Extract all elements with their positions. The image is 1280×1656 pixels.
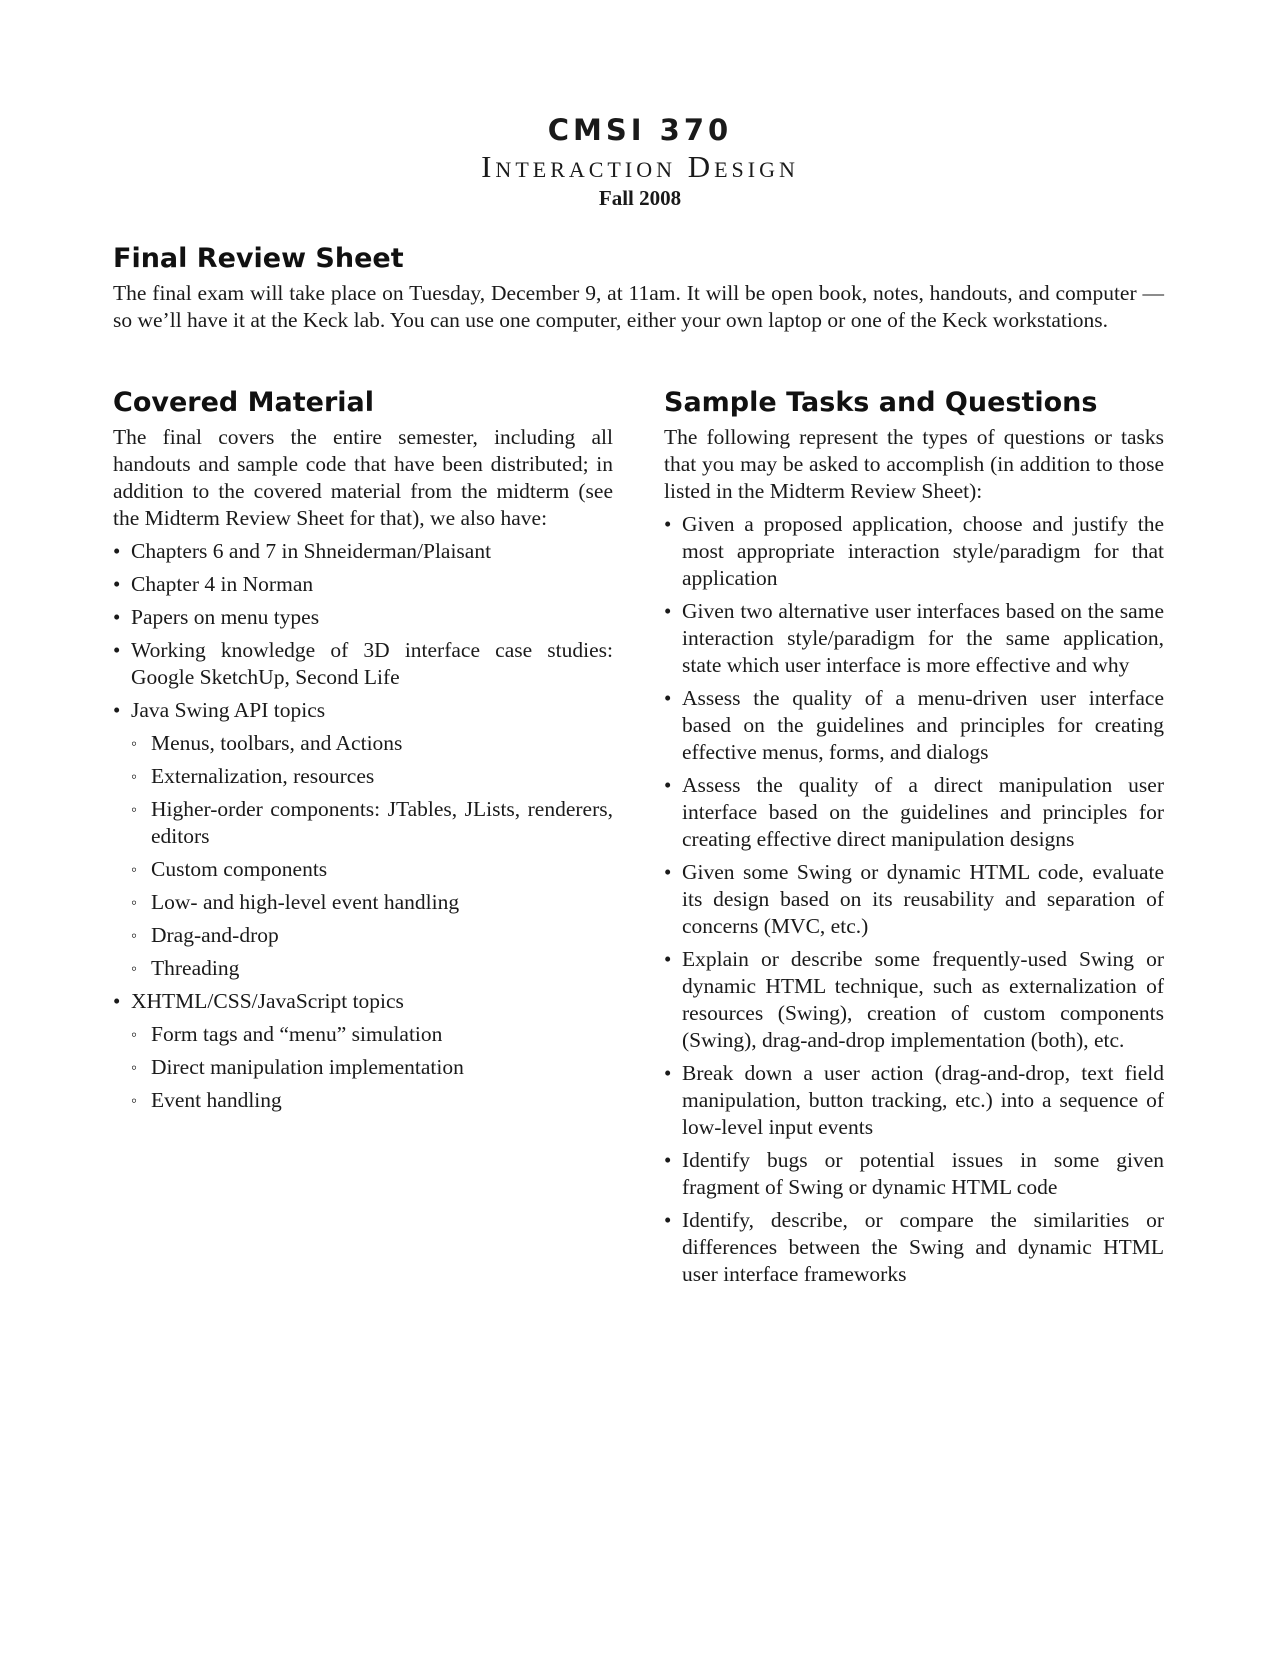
bullet-icon: •	[664, 860, 672, 884]
sub-list-item: ◦ Drag-and-drop	[131, 923, 279, 947]
bullet-icon: •	[664, 1208, 672, 1232]
review-section	[113, 242, 1164, 334]
circle-bullet-icon: ◦	[131, 959, 138, 978]
circle-bullet-icon: ◦	[131, 1091, 138, 1110]
bullet-icon: •	[113, 638, 121, 662]
list-item: • Given two alternative user interfaces based on the same interaction style/paradigm for the same application, state which user interface is more effective and why	[664, 599, 1164, 677]
circle-bullet-icon: ◦	[131, 1058, 138, 1077]
list-item: • Java Swing API topics ◦ Menus, toolbars, and Actions ◦ Externalization, resources ◦ Higher-order components: JTables, JLists, renderers, editors ◦ Custom components ◦ Low- and high-level event handling ◦ Drag-and-drop ◦ Threading	[113, 698, 613, 980]
bullet-icon: •	[664, 773, 672, 797]
document-header	[0, 112, 1280, 210]
bullet-icon: •	[113, 989, 121, 1013]
bullet-icon: •	[664, 599, 672, 623]
circle-bullet-icon: ◦	[131, 734, 138, 753]
sub-list-item: ◦ Custom components	[131, 857, 328, 881]
list-item: • Chapters 6 and 7 in Shneiderman/Plaisant	[113, 539, 492, 563]
sub-list-item: ◦ Menus, toolbars, and Actions	[131, 731, 403, 755]
tasks-list	[664, 511, 1164, 1288]
sub-list-item: ◦ Externalization, resources	[131, 764, 375, 788]
list-item: • Identify bugs or potential issues in some given fragment of Swing or dynamic HTML code	[664, 1148, 1164, 1199]
circle-bullet-icon: ◦	[131, 767, 138, 786]
course-code: CMSI 370	[547, 113, 733, 147]
circle-bullet-icon: ◦	[131, 860, 138, 879]
bullet-icon: •	[664, 512, 672, 536]
sub-list-item: ◦ Higher-order components: JTables, JLists, renderers, editors	[131, 797, 613, 848]
course-title: Interaction Design	[481, 149, 799, 184]
bullet-icon: •	[113, 572, 121, 596]
sample-tasks-section	[664, 386, 1164, 1294]
bullet-icon: •	[113, 605, 121, 629]
bullet-icon: •	[664, 686, 672, 710]
tasks-intro: The following represent the types of questions or tasks that you may be asked to accomplish (in addition to those listed in the Midterm Review Sheet):	[664, 425, 1164, 503]
circle-bullet-icon: ◦	[131, 800, 138, 819]
covered-list	[113, 538, 613, 1114]
review-heading: Final Review Sheet	[113, 243, 404, 274]
covered-intro: The final covers the entire semester, including all handouts and sample code that have been distributed; in addition to the covered material from the midterm (see the Midterm Review Sheet for that), we also have:	[113, 425, 613, 530]
circle-bullet-icon: ◦	[131, 926, 138, 945]
covered-material-section	[113, 386, 613, 1120]
semester: Fall 2008	[598, 186, 682, 210]
covered-heading: Covered Material	[113, 387, 374, 418]
review-intro: The final exam will take place on Tuesday, December 9, at 11am. It will be open book, notes, handouts, and computer — so we’ll have it at the Keck lab. You can use one computer, either your own laptop or one of the Keck workstations.	[113, 281, 1164, 332]
sub-list-item: ◦ Direct manipulation implementation	[131, 1055, 464, 1079]
bullet-icon: •	[664, 1061, 672, 1085]
circle-bullet-icon: ◦	[131, 893, 138, 912]
sub-list-item: ◦ Low- and high-level event handling	[131, 890, 460, 914]
list-item: • Given some Swing or dynamic HTML code, evaluate its design based on its reusability and separation of concerns (MVC, etc.)	[664, 860, 1164, 938]
list-item: • Explain or describe some frequently-used Swing or dynamic HTML technique, such as externalization of resources (Swing), creation of custom components (Swing), drag-and-drop implementation (both), etc.	[664, 947, 1164, 1052]
bullet-icon: •	[664, 1148, 672, 1172]
sub-list-item: ◦ Event handling	[131, 1088, 282, 1112]
bullet-icon: •	[113, 698, 121, 722]
swing-subtopics-list	[131, 730, 613, 982]
sub-list-item: ◦ Form tags and “menu” simulation	[131, 1022, 443, 1046]
list-item: • XHTML/CSS/JavaScript topics ◦ Form tags and “menu” simulation ◦ Direct manipulation implementation ◦ Event handling	[113, 988, 613, 1114]
list-item: • Given a proposed application, choose and justify the most appropriate interaction style/paradigm for that application	[664, 512, 1164, 590]
circle-bullet-icon: ◦	[131, 1025, 138, 1044]
bullet-icon: •	[113, 539, 121, 563]
list-item: • Assess the quality of a menu-driven user interface based on the guidelines and principles for creating effective menus, forms, and dialogs	[664, 686, 1164, 764]
list-item: • Identify, describe, or compare the similarities or differences between the Swing and dynamic HTML user interface frameworks	[664, 1208, 1164, 1286]
list-item: • Papers on menu types	[113, 605, 320, 629]
bullet-icon: •	[664, 947, 672, 971]
sub-list-item: ◦ Threading	[131, 956, 240, 980]
list-item: • Chapter 4 in Norman	[113, 572, 314, 596]
list-item: • Working knowledge of 3D interface case studies: Google SketchUp, Second Life	[113, 638, 613, 689]
list-item: • Assess the quality of a direct manipulation user interface based on the guidelines and principles for creating effective direct manipulation designs	[664, 773, 1164, 851]
list-item: • Break down a user action (drag-and-drop, text field manipulation, button tracking, etc.) into a sequence of low-level input events	[664, 1061, 1164, 1139]
web-subtopics-list	[131, 1021, 613, 1114]
tasks-heading: Sample Tasks and Questions	[664, 387, 1098, 418]
